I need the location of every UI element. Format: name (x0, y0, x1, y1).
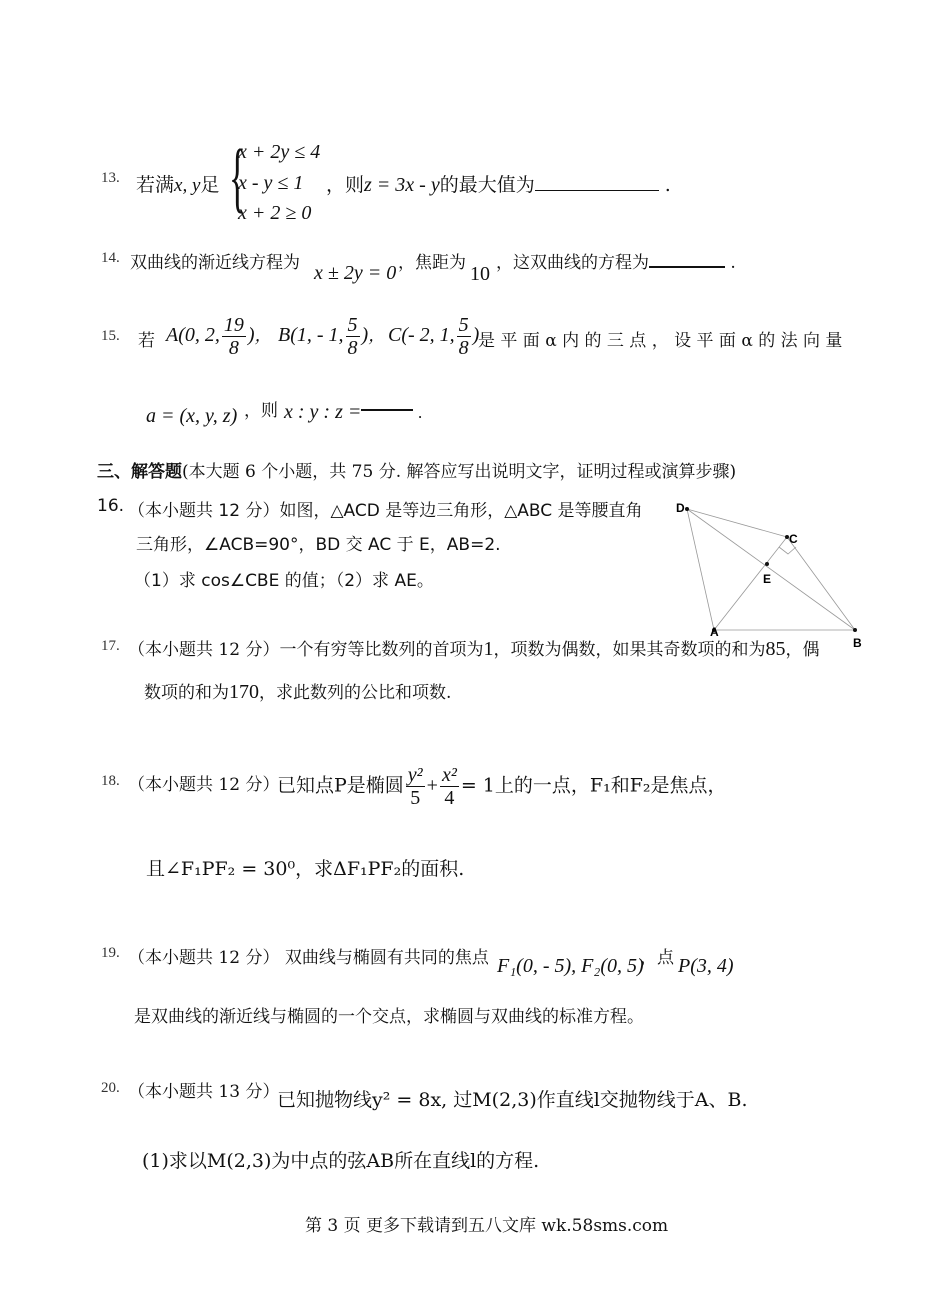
q16-point-d (685, 507, 689, 511)
q20-line-2: (1)求以M(2,3)为中点的弦AB所在直线l的方程. (142, 1150, 540, 1172)
q18-line-2: 且∠F₁PF₂ = 30⁰，求ΔF₁PF₂的面积. (146, 858, 465, 880)
q15-ruo: 若 (138, 331, 155, 351)
q17-first: 1 (483, 638, 494, 660)
q18-points: （本小题共 12 分） (128, 775, 280, 795)
q15-a-close: ) (247, 324, 255, 347)
q20-line-1: 已知抛物线y² = 8x, 过M(2,3)作直线l交抛物线于A、B. (277, 1089, 748, 1111)
q17-b: ，项数为偶数，如果其奇数项的和为 (493, 640, 766, 660)
q17-even: 170 (229, 681, 259, 703)
q15-c-den: 8 (458, 337, 469, 359)
q15-ratio-text: x : y : z = (284, 401, 362, 423)
q16-point-b (853, 628, 857, 632)
q20-points: （本小题共 13 分） (128, 1082, 280, 1102)
q13-suffix: 足 (200, 174, 220, 196)
q15-a-den: 8 (228, 337, 239, 359)
q15-ze: ，则 (244, 401, 278, 421)
q15-point-c (388, 314, 479, 359)
q13-constraint-2: x - y ≤ 1 (238, 172, 304, 194)
q15-c-frac (457, 314, 471, 359)
q18-frac-x-den: 4 (444, 787, 455, 809)
q15-point-a (166, 314, 272, 359)
q13-number: 13. (101, 170, 120, 186)
q19-text-b: ，点 (640, 948, 674, 968)
q15-ratio (284, 401, 423, 424)
q15-point-b (278, 314, 385, 359)
q16-label-d: D (676, 501, 685, 515)
q18-b: = 1上的一点， (460, 774, 590, 797)
q16-line-1: （本小题共 12 分）如图，△ACD 是等边三角形，△ABC 是等腰直角 (128, 501, 643, 521)
q13-lead: 若满 (136, 174, 175, 196)
q16-number: 16. (97, 496, 125, 516)
q15-b-label: B(1, - 1, (278, 324, 344, 347)
q13-answer-blank[interactable] (535, 190, 659, 191)
q20-number: 20. (101, 1080, 120, 1096)
q18-frac-y-den: 5 (410, 787, 421, 809)
q17-c: ，偶 (785, 640, 820, 660)
q15-b-num: 5 (347, 314, 358, 336)
q18-a: 已知点P是椭圆 (277, 774, 404, 797)
q14-asymptote: x ± 2y = 0 (314, 262, 397, 284)
q16-line-2: 三角形，∠ACB=90°，BD 交 AC 于 E，AB=2. (136, 535, 501, 555)
q15-vector: a = (x, y, z) (146, 405, 238, 427)
q17-number: 17. (101, 638, 120, 654)
section-3-title: 三、解答题 (97, 462, 182, 482)
section-3-desc: (本大题 6 个小题，共 75 分. 解答应写出说明文字，证明过程或演算步骤) (182, 462, 737, 482)
q16-label-b: B (853, 636, 862, 650)
page-footer: 第 3 页 更多下载请到五八文库 wk.58sms.com (305, 1216, 669, 1236)
q19-line-2: 是双曲线的渐近线与椭圆的一个交点，求椭圆与双曲线的标准方程。 (134, 1007, 644, 1027)
q18-plus: + (426, 774, 438, 797)
q14-answer-blank[interactable] (649, 266, 725, 268)
q13-target: z = 3x - y (364, 174, 440, 196)
q16-label-c: C (789, 532, 798, 546)
q19-text-a: （本小题共 12 分） 双曲线与椭圆有共同的焦点 (128, 948, 489, 968)
section-3-header (97, 457, 736, 482)
q17-line-2 (144, 678, 451, 704)
q18-frac-y-num: y² (407, 764, 423, 786)
q15-a-frac (222, 314, 246, 359)
q13-ask: 的最大值为 (439, 174, 535, 196)
q15-c-label: C(- 2, 1, (388, 324, 455, 347)
q18-f: F₁和F₂是焦点， (589, 774, 727, 797)
q15-a-label: A(0, 2, (166, 324, 220, 347)
q14-end: . (730, 253, 736, 273)
q18-number: 18. (101, 773, 120, 789)
q15-c-close: ) (472, 324, 480, 347)
q15-end: . (418, 403, 423, 422)
q17-a: （本小题共 12 分）一个有穷等比数列的首项为 (128, 640, 484, 660)
q15-b-close: ) (361, 324, 369, 347)
q13-then: ，则 (326, 174, 365, 196)
q16-point-e (765, 562, 769, 566)
q15-a-num: 19 (223, 314, 244, 336)
q19-number: 19. (101, 945, 120, 961)
q13-stem (136, 170, 219, 197)
q13-vars: x, y (174, 175, 201, 196)
q19-point-p: P(3, 4) (678, 955, 734, 977)
q17-odd: 85 (765, 638, 786, 660)
q15-b-frac (346, 314, 360, 359)
q17-line-1 (128, 635, 819, 661)
q18-frac-x (440, 764, 459, 809)
q15-sep2: ， (368, 326, 386, 346)
q14-number: 14. (101, 250, 120, 266)
q14-text-b: ，焦距为 (398, 253, 466, 273)
q15-number: 15. (101, 328, 120, 344)
q13-constraint-3: x + 2 ≥ 0 (238, 202, 312, 224)
q18-frac-y (406, 764, 425, 809)
q16-label-a: A (710, 625, 719, 639)
q15-sep1: ， (254, 326, 272, 346)
q14-focal: 10 (470, 263, 490, 285)
q15-b-den: 8 (347, 337, 358, 359)
q16-label-e: E (763, 572, 772, 586)
q17-d: 数项的和为 (144, 683, 229, 703)
q13-tail (326, 170, 671, 197)
q14-c: ，这双曲线的方程为 (496, 253, 649, 273)
q15-answer-blank[interactable] (361, 409, 413, 411)
q13-constraint-1: x + 2y ≤ 4 (238, 141, 321, 163)
q18-line-1 (277, 764, 727, 809)
q13-brace: { (229, 133, 246, 220)
q19-foci: F₁(0, - 5), F₂(0, 5) (497, 955, 644, 977)
q18-frac-x-num: x² (441, 764, 457, 786)
q15-c-num: 5 (458, 314, 469, 336)
q14-text-c (496, 248, 736, 273)
q13-end: . (664, 174, 671, 196)
q17-e: ，求此数列的公比和项数. (259, 683, 452, 703)
q16-figure (670, 495, 870, 650)
q15-tail: 是 平 面 α 内 的 三 点 ， 设 平 面 α 的 法 向 量 (478, 331, 843, 351)
q14-text-a: 双曲线的渐近线方程为 (130, 253, 300, 273)
q16-line-3: （1）求 cos∠CBE 的值；（2）求 AE。 (134, 571, 434, 591)
